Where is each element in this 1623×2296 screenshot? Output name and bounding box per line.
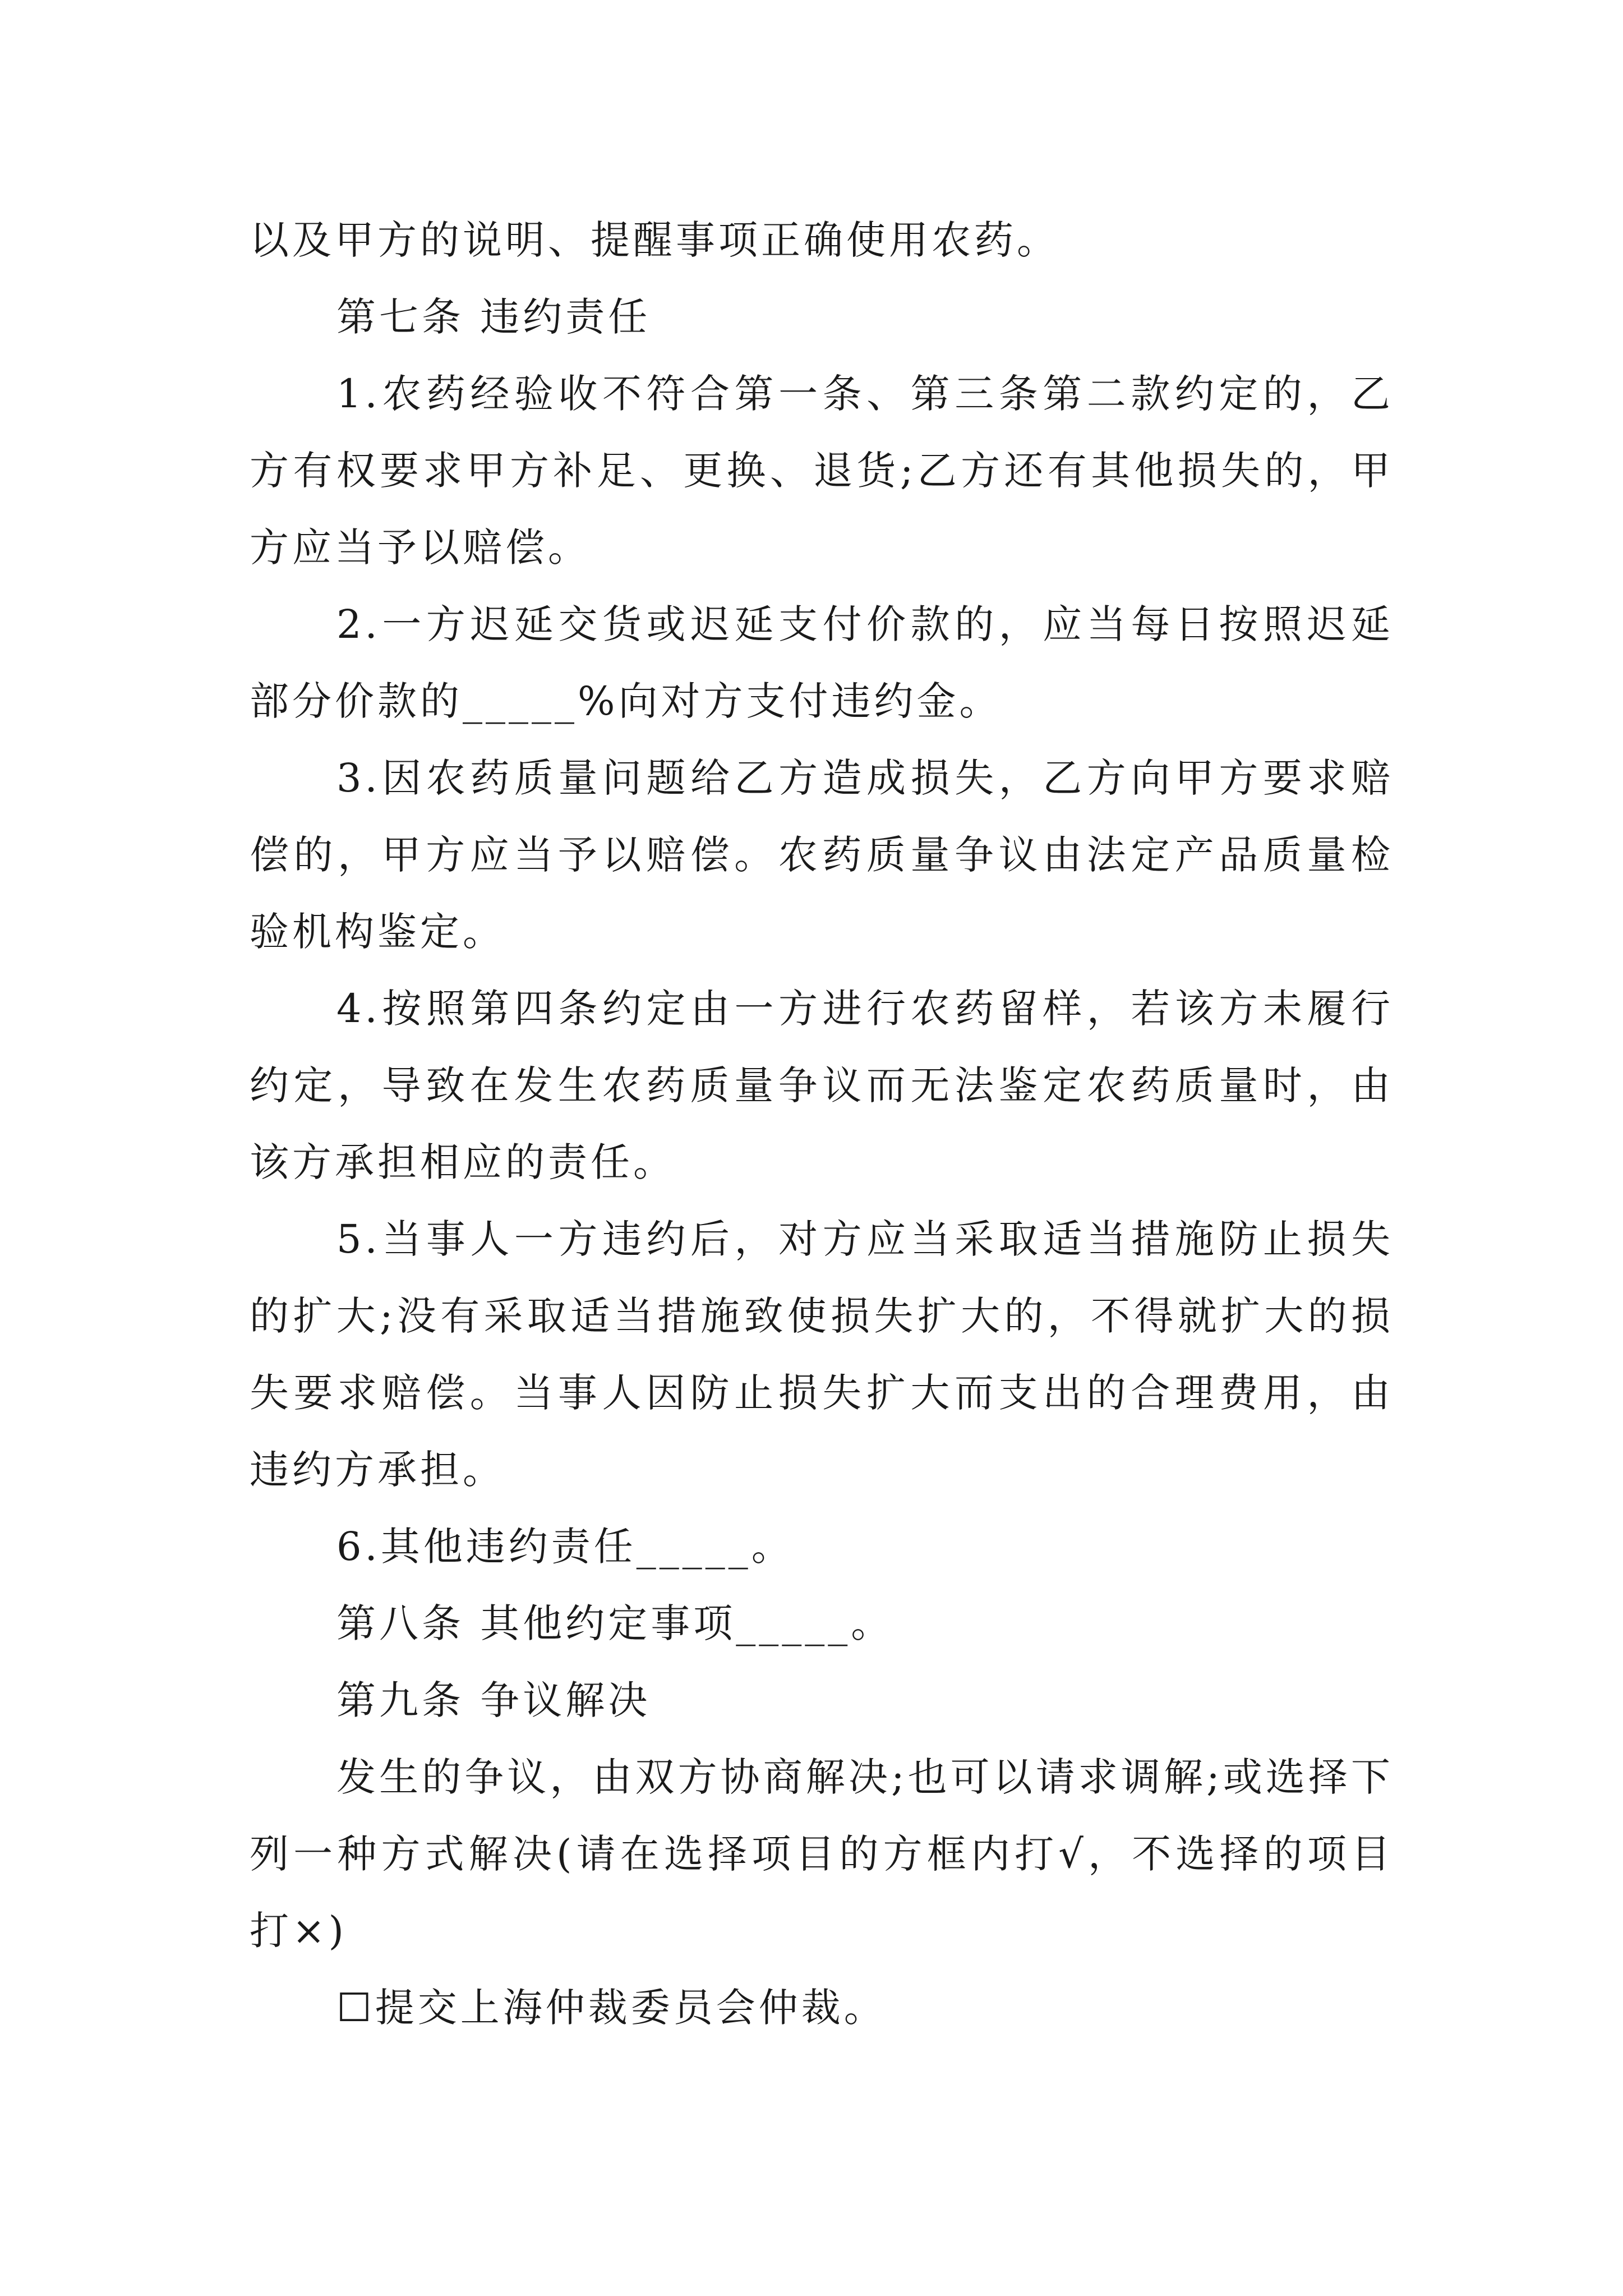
arbitration-option: ☐提交上海仲裁委员会仲裁。: [336, 1985, 887, 2031]
document-body: [250, 202, 1394, 2046]
article-7-clause-2: 2.一方迟延交货或迟延支付价款的，应当每日按照迟延部分价款的_____%向对方支付违约金。: [250, 601, 1394, 724]
article-8-heading: 第八条 其他约定事项_____。: [336, 1600, 894, 1646]
paragraph-continuation: 以及甲方的说明、提醒事项正确使用农药。: [250, 217, 1059, 263]
article-9-body: 发生的争议，由双方协商解决;也可以请求调解;或选择下列一种方式解决(请在选择项目的方框内打√，不选择的项目打×): [250, 1754, 1394, 1954]
article-7-clause-3: 3.因农药质量问题给乙方造成损失，乙方向甲方要求赔偿的，甲方应当予以赔偿。农药质量争议由法定产品质量检验机构鉴定。: [250, 755, 1394, 955]
article-9-heading: 第九条 争议解决: [336, 1677, 651, 1723]
article-7-clause-5: 5.当事人一方违约后，对方应当采取适当措施防止损失的扩大;没有采取适当措施致使损失扩大的，不得就扩大的损失要求赔偿。当事人因防止损失扩大而支出的合理费用，由违约方承担。: [250, 1216, 1394, 1493]
article-7-heading: 第七条 违约责任: [336, 294, 651, 340]
article-7-clause-6: 6.其他违约责任_____。: [336, 1524, 794, 1570]
article-7-clause-1: 1.农药经验收不符合第一条、第三条第二款约定的，乙方有权要求甲方补足、更换、退货;乙方还有其他损失的，甲方应当予以赔偿。: [250, 371, 1394, 570]
article-7-clause-4: 4.按照第四条约定由一方进行农药留样，若该方未履行约定，导致在发生农药质量争议而无法鉴定农药质量时，由该方承担相应的责任。: [250, 986, 1394, 1185]
